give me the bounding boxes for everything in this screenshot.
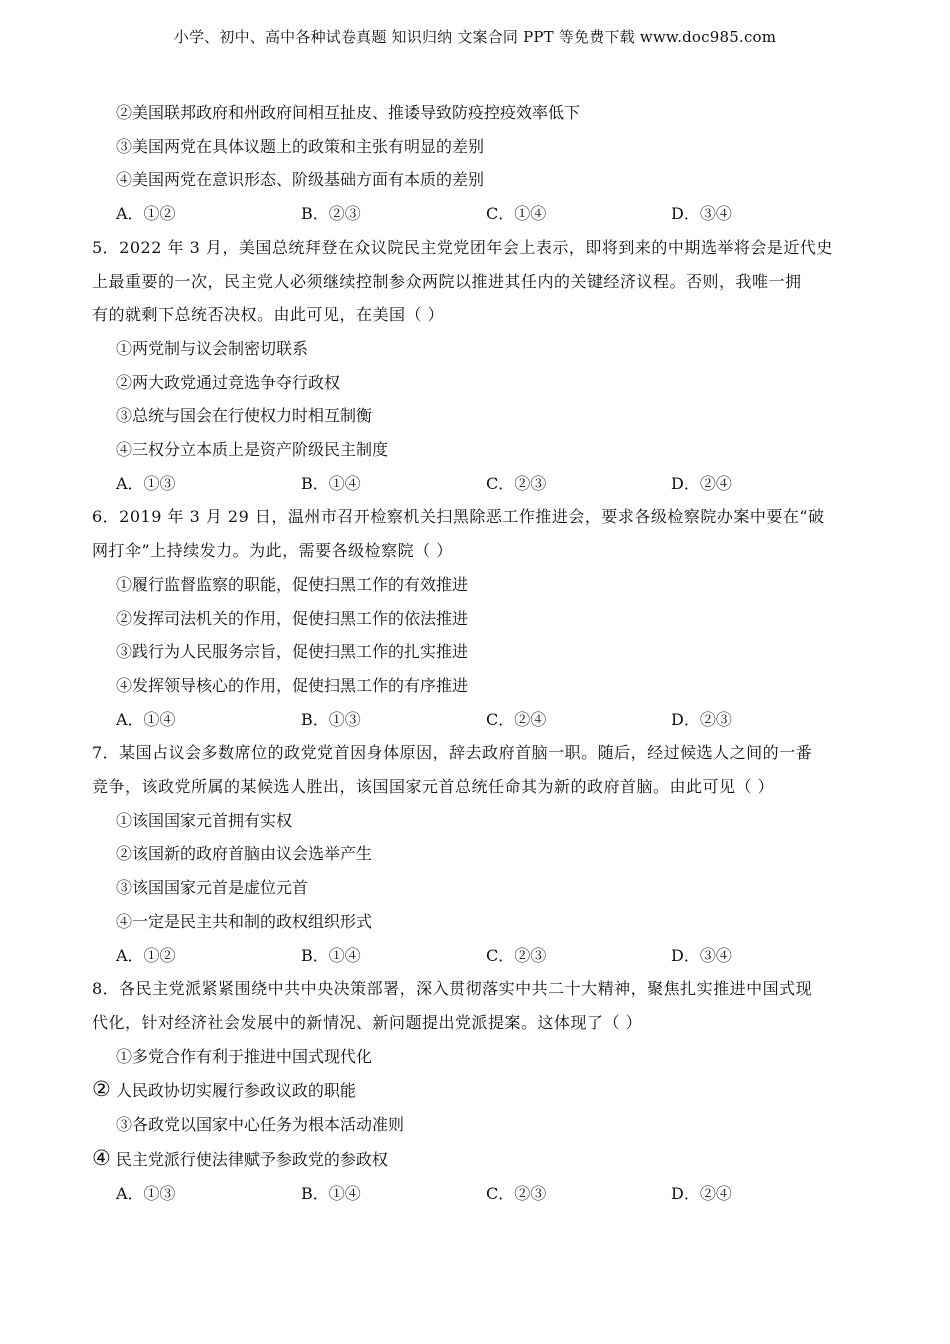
question-8 [92,972,862,1210]
answer-choices [92,1177,862,1211]
exam-content [92,96,862,1210]
question-stem: 网打伞”上持续发力。为此，需要各级检察院（ ） [92,541,453,561]
answer-choice-d[interactable]: D．③④ [671,945,732,965]
option-statement: ②发挥司法机关的作用，促使扫黑工作的依法推进 [116,608,469,628]
option-statement: ④一定是民主共和制的政权组织形式 [116,911,373,931]
answer-choice-d[interactable]: D．②④ [671,1183,732,1203]
answer-choice-d[interactable]: D．②④ [671,473,732,493]
answer-choices [92,939,862,973]
option-number: ② [92,1077,111,1102]
question-6 [92,500,862,736]
answer-choice-d[interactable]: D．②③ [671,709,732,729]
option-statement: ③各政党以国家中心任务为根本活动准则 [116,1115,405,1135]
question-4 [92,96,862,231]
question-stem: 5．2022 年 3 月，美国总统拜登在众议院民主党党团年会上表示，即将到来的中期选举将会是近代史 [92,237,833,257]
question-7 [92,736,862,972]
option-statement: ②该国新的政府首脑由议会选举产生 [116,844,373,864]
answer-choice-a[interactable]: A．①④ [116,709,176,729]
option-statement [92,1073,862,1108]
answer-choices [92,703,862,737]
answer-choice-b[interactable]: B．②③ [301,204,361,224]
option-statement: ①两党制与议会制密切联系 [116,338,309,358]
answer-choice-b[interactable]: B．①④ [301,1183,361,1203]
option-text: 人民政协切实履行参政议政的职能 [110,1081,356,1101]
option-number: ④ [92,1145,111,1170]
option-statement: ④发挥领导核心的作用，促使扫黑工作的有序推进 [116,675,469,695]
option-statement: ③该国国家元首是虚位元首 [116,878,309,898]
option-statement: ③美国两党在具体议题上的政策和主张有明显的差别 [116,136,485,156]
question-stem: 8．各民主党派紧紧围绕中共中央决策部署，深入贯彻落实中共二十大精神，聚焦扎实推进中国式现 [92,979,813,999]
question-stem: 竞争，该政党所属的某候选人胜出，该国国家元首总统任命其为新的政府首脑。由此可见（ ） [92,777,775,797]
option-statement: ②美国联邦政府和州政府间相互扯皮、推诿导致防疫控疫效率低下 [116,103,581,122]
question-stem: 代化，针对经济社会发展中的新情况、新问题提出党派提案。这体现了（ ） [92,1012,643,1032]
option-statement: ④三权分立本质上是资产阶级民主制度 [116,440,389,460]
option-statement: ③总统与国会在行使权力时相互制衡 [116,406,373,426]
answer-choice-c[interactable]: C．②③ [486,945,547,965]
answer-choice-c[interactable]: C．②③ [486,1183,547,1203]
answer-choice-a[interactable]: A．①③ [116,1183,176,1203]
question-stem: 有的就剩下总统否决权。由此可见，在美国（ ） [92,305,445,325]
option-statement: ①履行监督监察的职能，促使扫黑工作的有效推进 [116,574,469,594]
option-statement: ①多党合作有利于推进中国式现代化 [116,1046,373,1066]
option-statement: ④美国两党在意识形态、阶级基础方面有本质的差别 [116,170,485,190]
answer-choice-d[interactable]: D．③④ [671,204,732,224]
answer-choice-a[interactable]: A．①② [116,204,176,224]
question-stem: 7．某国占议会多数席位的政党党首因身体原因，辞去政府首脑一职。随后，经过候选人之间的一番 [92,743,813,763]
option-statement: ②两大政党通过竞选争夺行政权 [116,372,341,392]
answer-choice-a[interactable]: A．①② [116,945,176,965]
answer-choice-c[interactable]: C．①④ [486,204,547,224]
option-statement: ③践行为人民服务宗旨，促使扫黑工作的扎实推进 [116,642,469,662]
question-stem: 上最重要的一次，民主党人必须继续控制参众两院以推进其任内的关键经济议程。否则，我唯一拥 [92,271,802,291]
answer-choice-c[interactable]: C．②③ [486,473,547,493]
question-stem: 6．2019 年 3 月 29 日，温州市召开检察机关扫黑除恶工作推进会，要求各级检察院办案中要在“破 [92,507,825,527]
answer-choice-c[interactable]: C．②④ [486,709,547,729]
option-statement [92,1142,862,1177]
option-statement: ①该国国家元首拥有实权 [116,810,293,830]
answer-choices [92,467,862,501]
option-text: 民主党派行使法律赋予参政党的参政权 [110,1149,388,1169]
answer-choice-b[interactable]: B．①④ [301,945,361,965]
answer-choice-b[interactable]: B．①③ [301,709,361,729]
page-header: 小学、初中、高中各种试卷真题 知识归纳 文案合同 PPT 等免费下载 www.doc985.com [173,28,777,46]
answer-choices [92,197,862,231]
answer-choice-a[interactable]: A．①③ [116,473,176,493]
question-5 [92,231,862,501]
answer-choice-b[interactable]: B．①④ [301,473,361,493]
